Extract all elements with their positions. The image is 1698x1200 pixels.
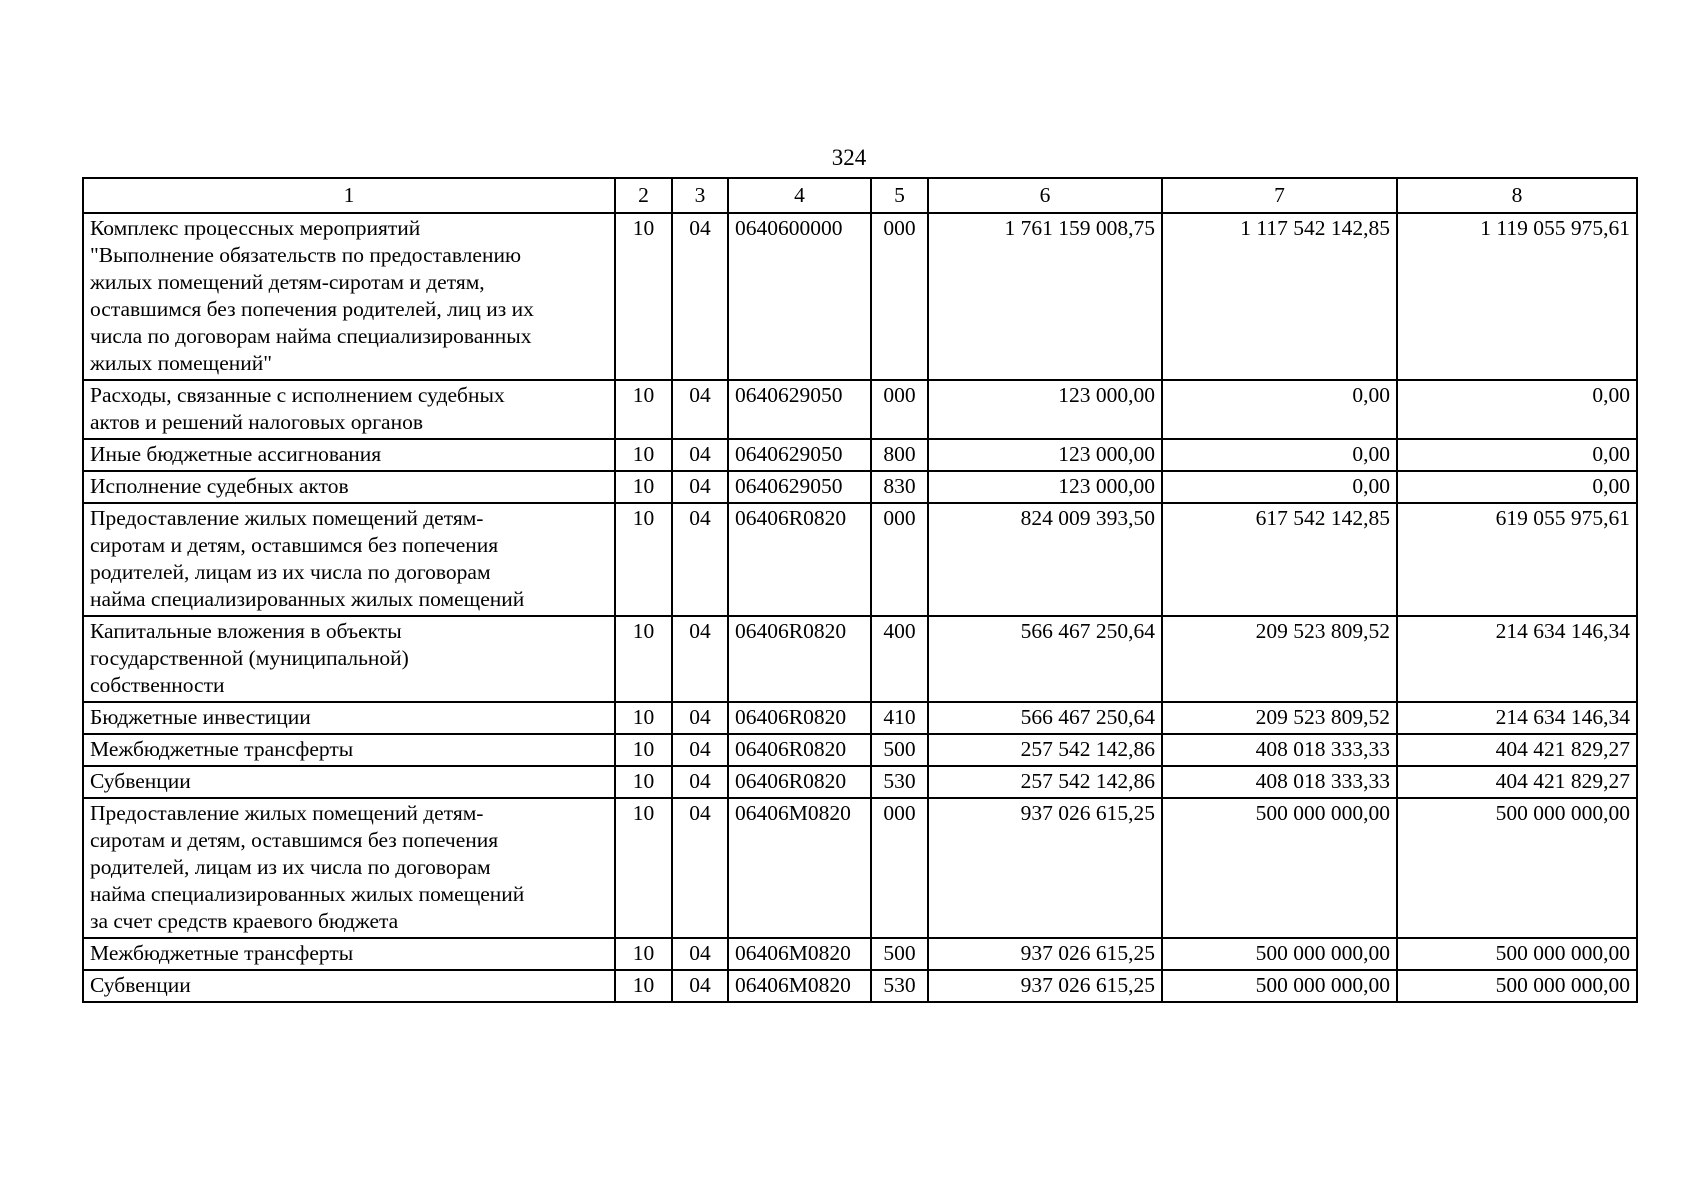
table-body [83, 213, 1637, 1002]
row-name-line: Капитальные вложения в объекты [90, 619, 402, 643]
row-name-cell [83, 702, 615, 734]
expense-type-cell: 000 [871, 798, 928, 938]
amount-year-1-cell: 937 026 615,25 [928, 798, 1162, 938]
expense-type-cell: 500 [871, 734, 928, 766]
target-article-cell: 06406R0820 [728, 503, 871, 616]
row-name-line: государственной (муниципальной) [90, 646, 409, 670]
row-name-line: Предоставление жилых помещений детям- [90, 801, 484, 825]
subsection-code-cell: 04 [672, 798, 728, 938]
expense-type-cell: 400 [871, 616, 928, 702]
amount-year-1-cell: 123 000,00 [928, 380, 1162, 439]
row-name-line: родителей, лицам из их числа по договорам [90, 560, 491, 584]
amount-year-1-cell: 257 542 142,86 [928, 734, 1162, 766]
amount-year-3-cell: 404 421 829,27 [1397, 766, 1637, 798]
amount-year-1-cell: 1 761 159 008,75 [928, 213, 1162, 380]
row-name-line: "Выполнение обязательств по предоставлению [90, 243, 522, 267]
subsection-code-cell: 04 [672, 439, 728, 471]
amount-year-2-cell: 500 000 000,00 [1162, 970, 1397, 1002]
target-article-cell: 06406R0820 [728, 616, 871, 702]
amount-year-2-cell: 0,00 [1162, 439, 1397, 471]
target-article-cell: 0640600000 [728, 213, 871, 380]
row-name-line: Субвенции [90, 973, 191, 997]
amount-year-2-cell: 408 018 333,33 [1162, 766, 1397, 798]
row-name-cell [83, 734, 615, 766]
amount-year-2-cell: 0,00 [1162, 380, 1397, 439]
expense-type-cell: 530 [871, 970, 928, 1002]
row-name-line: числа по договорам найма специализированных [90, 324, 532, 348]
header-cell-7: 7 [1162, 178, 1397, 213]
amount-year-2-cell: 408 018 333,33 [1162, 734, 1397, 766]
subsection-code-cell: 04 [672, 503, 728, 616]
section-code-cell: 10 [615, 439, 672, 471]
row-name-cell [83, 380, 615, 439]
row-name-line: Межбюджетные трансферты [90, 737, 354, 761]
target-article-cell: 06406R0820 [728, 734, 871, 766]
amount-year-2-cell: 209 523 809,52 [1162, 702, 1397, 734]
amount-year-2-cell: 1 117 542 142,85 [1162, 213, 1397, 380]
table-row [83, 970, 1637, 1002]
row-name-cell [83, 970, 615, 1002]
row-name-line: собственности [90, 673, 225, 697]
expense-type-cell: 000 [871, 503, 928, 616]
amount-year-1-cell: 566 467 250,64 [928, 616, 1162, 702]
section-code-cell: 10 [615, 766, 672, 798]
table-row [83, 798, 1637, 938]
amount-year-3-cell: 1 119 055 975,61 [1397, 213, 1637, 380]
amount-year-2-cell: 209 523 809,52 [1162, 616, 1397, 702]
amount-year-3-cell: 500 000 000,00 [1397, 798, 1637, 938]
row-name-line: Исполнение судебных актов [90, 474, 349, 498]
row-name-line: сиротам и детям, оставшимся без попечения [90, 533, 499, 557]
row-name-line: Расходы, связанные с исполнением судебных [90, 383, 505, 407]
subsection-code-cell: 04 [672, 734, 728, 766]
target-article-cell: 0640629050 [728, 471, 871, 503]
row-name-cell [83, 439, 615, 471]
header-cell-2: 2 [615, 178, 672, 213]
target-article-cell: 06406R0820 [728, 766, 871, 798]
row-name-cell [83, 616, 615, 702]
table-row [83, 702, 1637, 734]
target-article-cell: 06406M0820 [728, 938, 871, 970]
table-row [83, 616, 1637, 702]
section-code-cell: 10 [615, 471, 672, 503]
amount-year-1-cell: 937 026 615,25 [928, 938, 1162, 970]
subsection-code-cell: 04 [672, 616, 728, 702]
table-row [83, 503, 1637, 616]
row-name-line: Субвенции [90, 769, 191, 793]
header-cell-3: 3 [672, 178, 728, 213]
row-name-cell [83, 798, 615, 938]
row-name-cell [83, 471, 615, 503]
expense-type-cell: 000 [871, 213, 928, 380]
section-code-cell: 10 [615, 503, 672, 616]
row-name-line: жилых помещений" [90, 351, 273, 375]
header-cell-8: 8 [1397, 178, 1637, 213]
table-row [83, 380, 1637, 439]
amount-year-3-cell: 0,00 [1397, 439, 1637, 471]
row-name-line: Бюджетные инвестиции [90, 705, 311, 729]
subsection-code-cell: 04 [672, 380, 728, 439]
row-name-cell [83, 503, 615, 616]
header-row [83, 178, 1637, 213]
amount-year-3-cell: 214 634 146,34 [1397, 702, 1637, 734]
budget-table [82, 177, 1638, 1003]
row-name-line: сиротам и детям, оставшимся без попечения [90, 828, 499, 852]
amount-year-3-cell: 0,00 [1397, 471, 1637, 503]
section-code-cell: 10 [615, 702, 672, 734]
table-row [83, 734, 1637, 766]
amount-year-3-cell: 214 634 146,34 [1397, 616, 1637, 702]
header-cell-6: 6 [928, 178, 1162, 213]
expense-type-cell: 500 [871, 938, 928, 970]
subsection-code-cell: 04 [672, 702, 728, 734]
row-name-line: актов и решений налоговых органов [90, 410, 423, 434]
table-row [83, 766, 1637, 798]
row-name-line: за счет средств краевого бюджета [90, 909, 399, 933]
table-row [83, 938, 1637, 970]
amount-year-3-cell: 404 421 829,27 [1397, 734, 1637, 766]
table-row [83, 471, 1637, 503]
section-code-cell: 10 [615, 970, 672, 1002]
section-code-cell: 10 [615, 380, 672, 439]
row-name-cell [83, 766, 615, 798]
header-cell-1: 1 [83, 178, 615, 213]
amount-year-1-cell: 257 542 142,86 [928, 766, 1162, 798]
row-name-cell [83, 213, 615, 380]
row-name-line: Межбюджетные трансферты [90, 941, 354, 965]
target-article-cell: 0640629050 [728, 380, 871, 439]
amount-year-3-cell: 0,00 [1397, 380, 1637, 439]
row-name-line: найма специализированных жилых помещений [90, 587, 525, 611]
subsection-code-cell: 04 [672, 970, 728, 1002]
row-name-line: Иные бюджетные ассигнования [90, 442, 382, 466]
table-row [83, 439, 1637, 471]
amount-year-1-cell: 937 026 615,25 [928, 970, 1162, 1002]
row-name-line: родителей, лицам из их числа по договорам [90, 855, 491, 879]
amount-year-1-cell: 123 000,00 [928, 439, 1162, 471]
row-name-line: Комплекс процессных мероприятий [90, 216, 421, 240]
subsection-code-cell: 04 [672, 213, 728, 380]
subsection-code-cell: 04 [672, 938, 728, 970]
expense-type-cell: 830 [871, 471, 928, 503]
expense-type-cell: 800 [871, 439, 928, 471]
header-cell-5: 5 [871, 178, 928, 213]
page-number: 324 [831, 145, 867, 170]
target-article-cell: 06406R0820 [728, 702, 871, 734]
section-code-cell: 10 [615, 213, 672, 380]
amount-year-3-cell: 500 000 000,00 [1397, 970, 1637, 1002]
row-name-line: Предоставление жилых помещений детям- [90, 506, 484, 530]
row-name-line: найма специализированных жилых помещений [90, 882, 525, 906]
amount-year-1-cell: 566 467 250,64 [928, 702, 1162, 734]
section-code-cell: 10 [615, 734, 672, 766]
amount-year-3-cell: 619 055 975,61 [1397, 503, 1637, 616]
amount-year-2-cell: 617 542 142,85 [1162, 503, 1397, 616]
row-name-line: оставшимся без попечения родителей, лиц из их [90, 297, 534, 321]
amount-year-3-cell: 500 000 000,00 [1397, 938, 1637, 970]
target-article-cell: 0640629050 [728, 439, 871, 471]
amount-year-1-cell: 123 000,00 [928, 471, 1162, 503]
header-cell-4: 4 [728, 178, 871, 213]
section-code-cell: 10 [615, 938, 672, 970]
amount-year-1-cell: 824 009 393,50 [928, 503, 1162, 616]
amount-year-2-cell: 500 000 000,00 [1162, 938, 1397, 970]
subsection-code-cell: 04 [672, 766, 728, 798]
expense-type-cell: 530 [871, 766, 928, 798]
amount-year-2-cell: 500 000 000,00 [1162, 798, 1397, 938]
row-name-line: жилых помещений детям-сиротам и детям, [90, 270, 485, 294]
target-article-cell: 06406M0820 [728, 798, 871, 938]
amount-year-2-cell: 0,00 [1162, 471, 1397, 503]
table-row [83, 213, 1637, 380]
section-code-cell: 10 [615, 616, 672, 702]
section-code-cell: 10 [615, 798, 672, 938]
target-article-cell: 06406M0820 [728, 970, 871, 1002]
expense-type-cell: 410 [871, 702, 928, 734]
row-name-cell [83, 938, 615, 970]
subsection-code-cell: 04 [672, 471, 728, 503]
expense-type-cell: 000 [871, 380, 928, 439]
